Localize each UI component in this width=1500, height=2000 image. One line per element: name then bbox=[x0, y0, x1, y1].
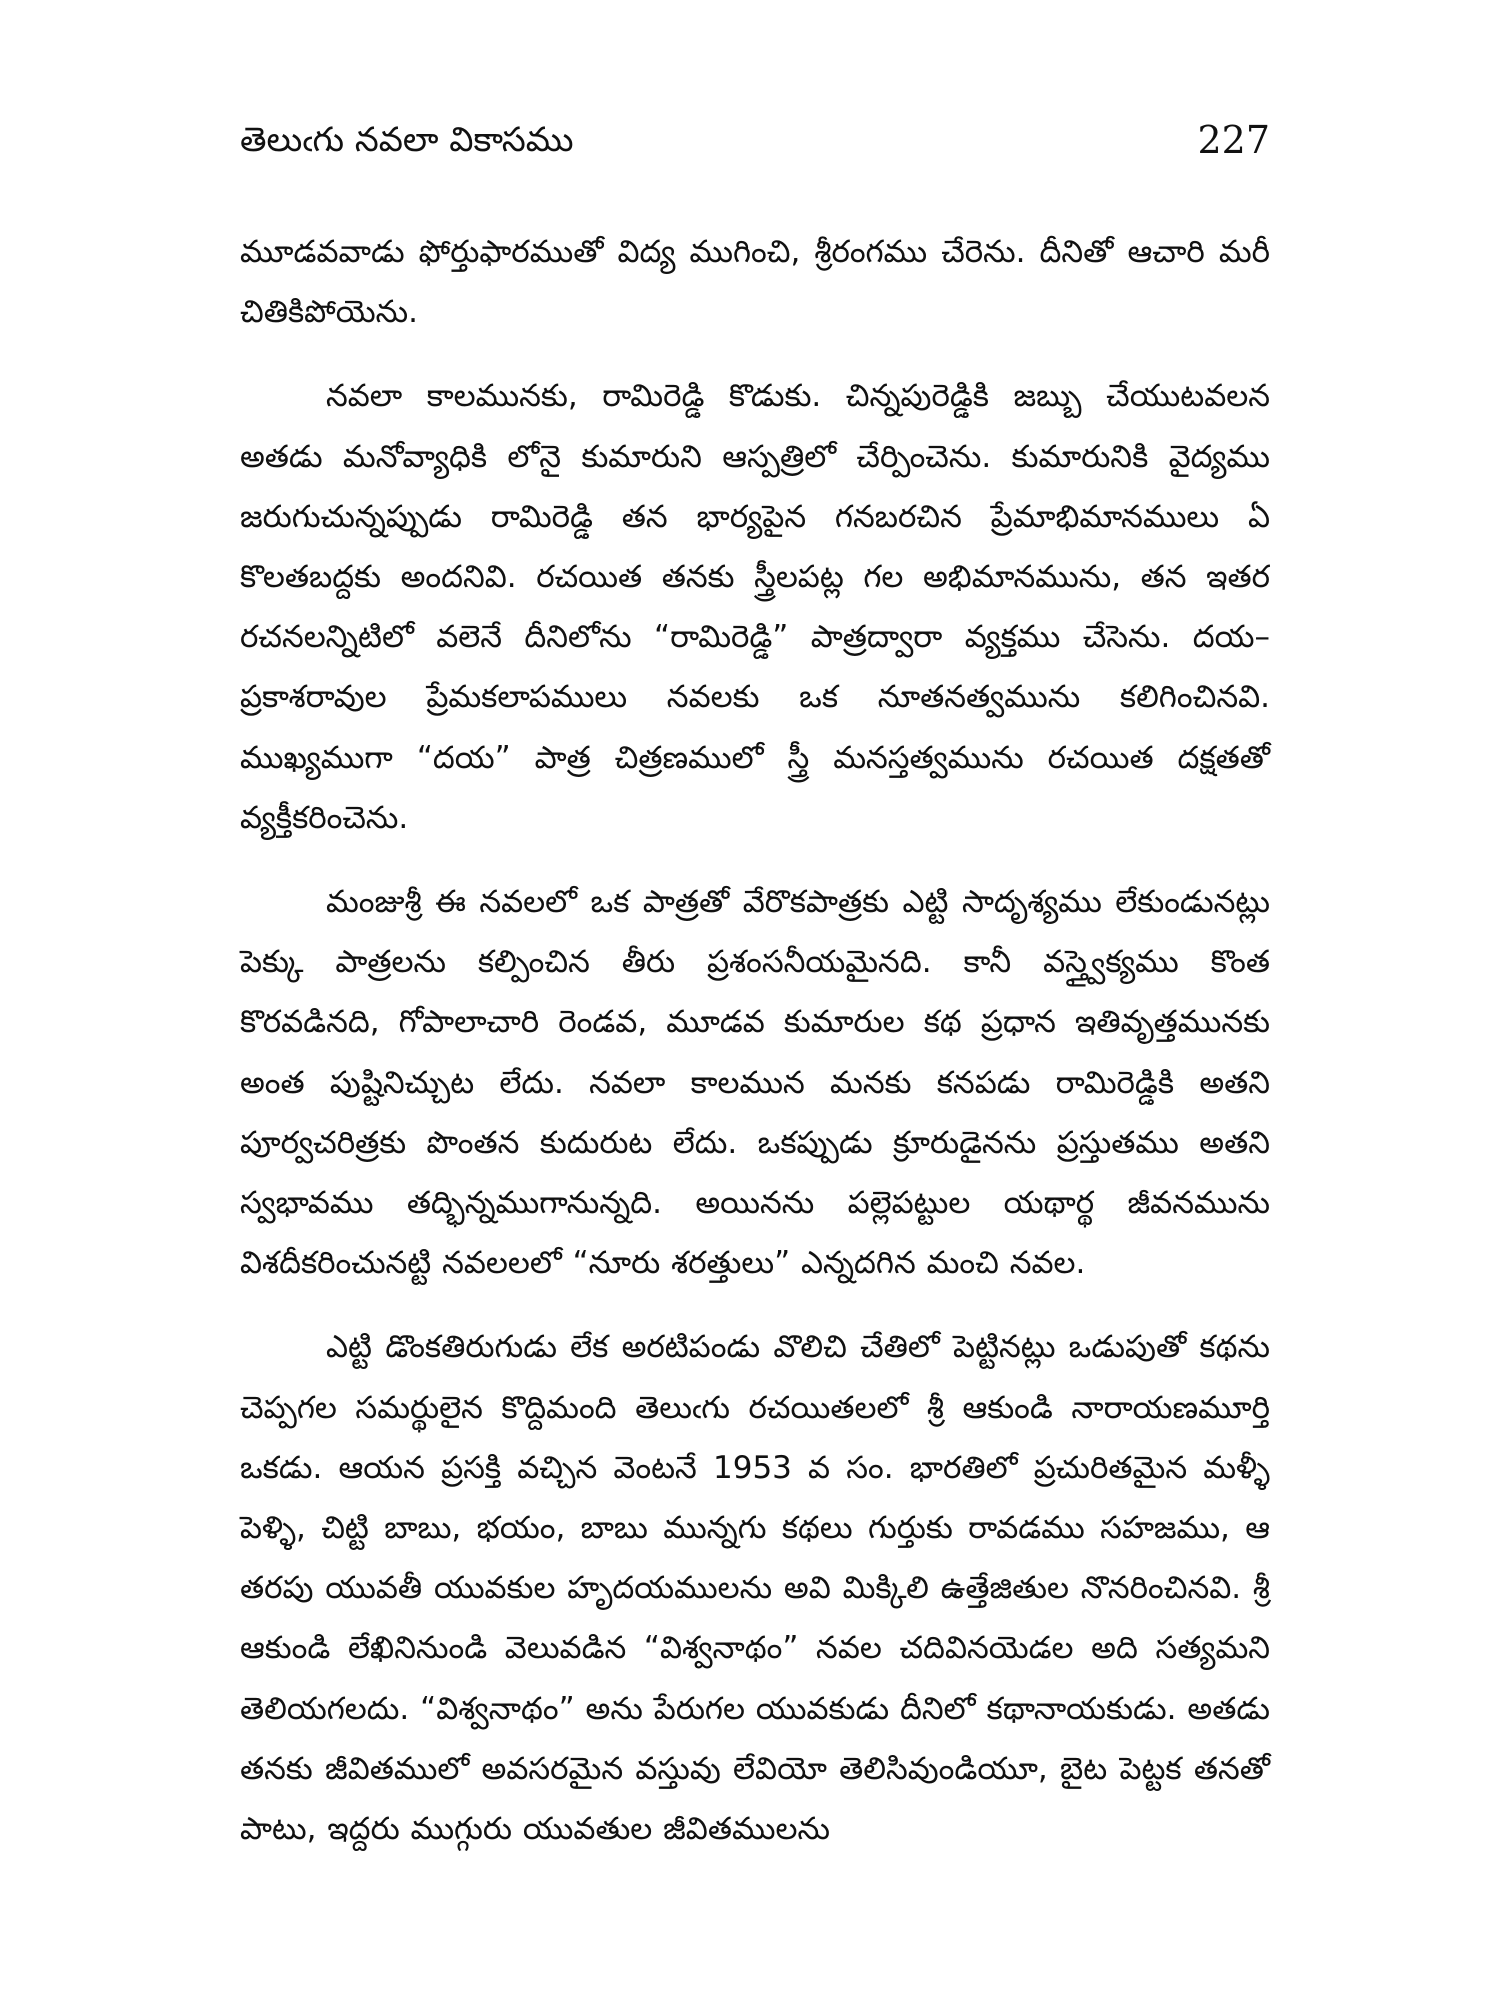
paragraph-ramireddy: నవలా కాలమునకు, రామిరెడ్డి కొడుకు. చిన్నపురెడ్డికి జబ్బు చేయుటవలన అతడు మనోవ్యాధికి లోనై కుమారుని ఆస్పత్రిలో చేర్పించెను. కుమారునికి వైద్యము జరుగుచున్నప్పుడు రామిరెడ్డి తన భార్యపైన గనబరచిన ప్రేమాభిమానములు ఏ కొలతబద్దకు అందనివి. రచయిత తనకు స్త్రీలపట్ల గల అభిమానమును, తన ఇతర రచనలన్నిటిలో వలెనే దీనిలోను “రామిరెడ్డి” పాత్రద్వారా వ్యక్తము చేసెను. దయ–ప్రకాశరావుల ప్రేమకలాపములు నవలకు ఒక నూతనత్వమును కలిగించినవి. ముఖ్యముగా “దయ” పాత్ర చిత్రణములో స్త్రీ మనస్తత్వమును రచయిత దక్షతతో వ్యక్తీకరించెను. bbox=[240, 378, 1270, 836]
running-title: తెలుఁగు నవలా వికాసము bbox=[240, 120, 574, 160]
paragraph-akundi: ఎట్టి డొంకతిరుగుడు లేక అరటిపండు వొలిచి చేతిలో పెట్టినట్లు ఒడుపుతో కథను చెప్పగల సమర్థులైన కొద్దిమంది తెలుఁగు రచయితలలో శ్రీ ఆకుండి నారాయణమూర్తి ఒకడు. ఆయన ప్రసక్తి వచ్చిన వెంటనే 1953 వ సం. భారతిలో ప్రచురితమైన మళ్ళీ పెళ్ళి, చిట్టి బాబు, భయం, బాబు మున్నగు కథలు గుర్తుకు రావడము సహజము, ఆ తరపు యువతీ యువకుల హృదయములను అవి మిక్కిలి ఉత్తేజితుల నొనరించినవి. శ్రీ ఆకుండి లేఖినినుండి వెలువడిన “విశ్వనాథం” నవల చదివినయెడల అది సత్యమని తెలియగలదు. “విశ్వనాథం” అను పేరుగల యువకుడు దీనిలో కథానాయకుడు. అతడు తనకు జీవితములో అవసరమైన వస్తువు లేవియో తెలిసివుండియూ, బైట పెట్టక తనతో పాటు, ఇద్దరు ముగ్గురు యువతుల జీవితములను bbox=[240, 1329, 1270, 1848]
paragraph-manjusri: మంజుశ్రీ ఈ నవలలో ఒక పాత్రతో వేరొకపాత్రకు ఎట్టి సాదృశ్యము లేకుండునట్లు పెక్కు పాత్రలను కల్పించిన తీరు ప్రశంసనీయమైనది. కానీ వస్త్వైక్యము కొంత కొరవడినది, గోపాలాచారి రెండవ, మూడవ కుమారుల కథ ప్రధాన ఇతివృత్తమునకు అంత పుష్టినిచ్చుట లేదు. నవలా కాలమున మనకు కనపడు రామిరెడ్డికి అతని పూర్వచరిత్రకు పొంతన కుదురుట లేదు. ఒకప్పుడు క్రూరుడైనను ప్రస్తుతము అతని స్వభావము తద్భిన్నముగానున్నది. అయినను పల్లెపట్టుల యథార్థ జీవనమును విశదీకరించునట్టి నవలలలో “నూరు శరత్తులు” ఎన్నదగిన మంచి నవల. bbox=[240, 884, 1270, 1282]
page-header bbox=[240, 110, 1270, 170]
page-number: 227 bbox=[1197, 118, 1270, 162]
paragraph-continuation: మూడవవాడు ఫోర్తుఫారముతో విద్య ముగించి, శ్రీరంగము చేరెను. దీనితో ఆచారి మరీ చితికిపోయెను. bbox=[240, 234, 1270, 331]
body-text bbox=[240, 222, 1270, 1885]
